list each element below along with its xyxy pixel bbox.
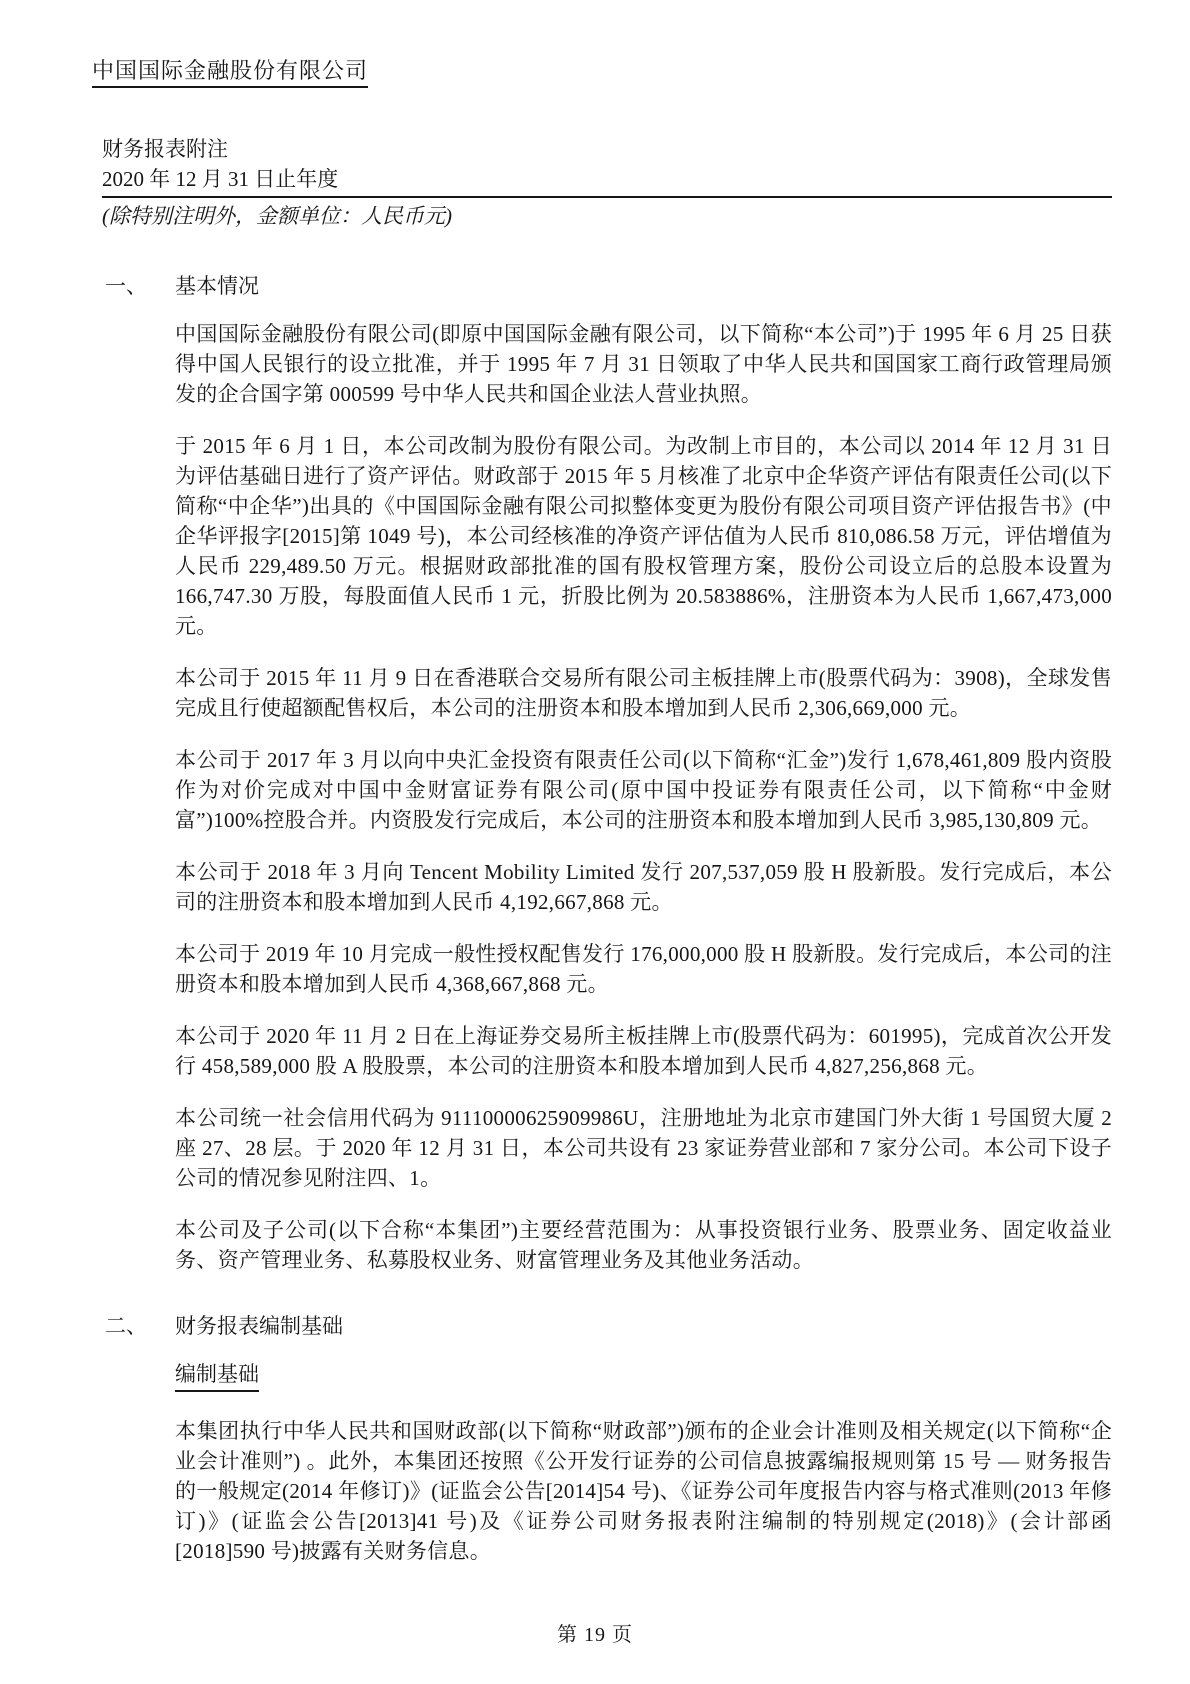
paragraph-placement-2019: 本公司于 2019 年 10 月完成一般性授权配售发行 176,000,000 股 H 股新股。发行完成后，本公司的注册资本和股本增加到人民币 4,368,667,868 元。 bbox=[175, 942, 1112, 996]
document-title-block bbox=[102, 134, 1112, 231]
page-number: 第 19 页 bbox=[557, 1624, 633, 1646]
section-basic-info bbox=[105, 271, 1112, 1275]
paragraph-restructuring-2015: 于 2015 年 6 月 1 日，本公司改制为股份有限公司。为改制上市目的，本公司以 2014 年 12 月 31 日为评估基础日进行了资产评估。财政部于 2015 年 5 月核准了北京中企华资产评估有限责任公司(以下简称“中企华”)出具的《中国国际金融有限公司拟整体变更为股份有限公司项目资产评估报告书》(中企华评报字[2015]第 1049 号)，本公司经核准的净资产评估值为人民币 810,086.58 万元，评估增值为人民币 229,489.50 万元。根据财政部批准的国有股权管理方案，股份公司设立后的总股本设置为 166,747.30 万股，每股面值人民币 1 元，折股比例为 20.583886%，注册资本为人民币 1,667,473,000 元。 bbox=[175, 434, 1112, 638]
section-title: 财务报表编制基础 bbox=[175, 1314, 343, 1338]
paragraph-accounting-standards: 本集团执行中华人民共和国财政部(以下简称“财政部”)颁布的企业会计准则及相关规定(以下简称“企业会计准则”) 。此外，本集团还按照《公开发行证券的公司信息披露编报规则第 15 号 — 财务报告的一般规定(2014 年修订)》(证监会公告[2014]54 号)、《证券公司年度报告内容与格式准则(2013 年修订)》(证监会公告[2013]41 号)及《证券公司财务报表附注编制的特别规定(2018)》(会计部函[2018]590 号)披露有关财务信息。 bbox=[175, 1419, 1112, 1563]
currency-note: (除特别注明外，金额单位：人民币元) bbox=[102, 204, 452, 228]
paragraph-tencent-2018: 本公司于 2018 年 3 月向 Tencent Mobility Limited 发行 207,537,059 股 H 股新股。发行完成后，本公司的注册资本和股本增加到人民币 4,192,667,868 元。 bbox=[175, 860, 1112, 914]
section-body bbox=[175, 1359, 1112, 1566]
section-title: 基本情况 bbox=[175, 274, 259, 298]
period-line: 2020 年 12 月 31 日止年度 bbox=[102, 164, 1112, 198]
paragraph-shanghai-listing-2020: 本公司于 2020 年 11 月 2 日在上海证券交易所主板挂牌上市(股票代码为：601995)，完成首次公开发行 458,589,000 股 A 股股票，本公司的注册资本和股本增加到人民币 4,827,256,868 元。 bbox=[175, 1024, 1112, 1078]
section-number: 一、 bbox=[105, 274, 147, 298]
subsection-title: 编制基础 bbox=[175, 1359, 259, 1392]
section-body bbox=[175, 319, 1112, 1275]
paragraph-credit-code-address: 本公司统一社会信用代码为 91110000625909986U，注册地址为北京市建国门外大街 1 号国贸大厦 2 座 27、28 层。于 2020 年 12 月 31 日，本公司共设有 23 家证券营业部和 7 家分公司。本公司下设子公司的情况参见附注四、1。 bbox=[175, 1106, 1112, 1190]
paragraph-hk-listing-2015: 本公司于 2015 年 11 月 9 日在香港联合交易所有限公司主板挂牌上市(股票代码为：3908)，全球发售完成且行使超额配售权后，本公司的注册资本和股本增加到人民币 2,306,669,000 元。 bbox=[175, 666, 1112, 720]
paragraph-huijin-2017: 本公司于 2017 年 3 月以向中央汇金投资有限责任公司(以下简称“汇金”)发行 1,678,461,809 股内资股作为对价完成对中国中金财富证券有限公司(原中国中投证券有限责任公司，以下简称“中金财富”)100%控股合并。内资股发行完成后，本公司的注册资本和股本增加到人民币 3,985,130,809 元。 bbox=[175, 748, 1112, 832]
company-name: 中国国际金融股份有限公司 bbox=[92, 56, 368, 88]
paragraph-company-establishment: 中国国际金融股份有限公司(即原中国国际金融有限公司，以下简称“本公司”)于 1995 年 6 月 25 日获得中国人民银行的设立批准，并于 1995 年 7 月 31 日领取了中华人民共和国国家工商行政管理局颁发的企合国字第 000599 号中华人民共和国企业法人营业执照。 bbox=[175, 322, 1112, 406]
section-number: 二、 bbox=[105, 1314, 147, 1338]
section-preparation-basis bbox=[105, 1311, 1112, 1566]
doc-title: 财务报表附注 bbox=[102, 137, 228, 161]
paragraph-business-scope: 本公司及子公司(以下合称“本集团”)主要经营范围为：从事投资银行业务、股票业务、固定收益业务、资产管理业务、私募股权业务、财富管理业务及其他业务活动。 bbox=[175, 1218, 1112, 1272]
